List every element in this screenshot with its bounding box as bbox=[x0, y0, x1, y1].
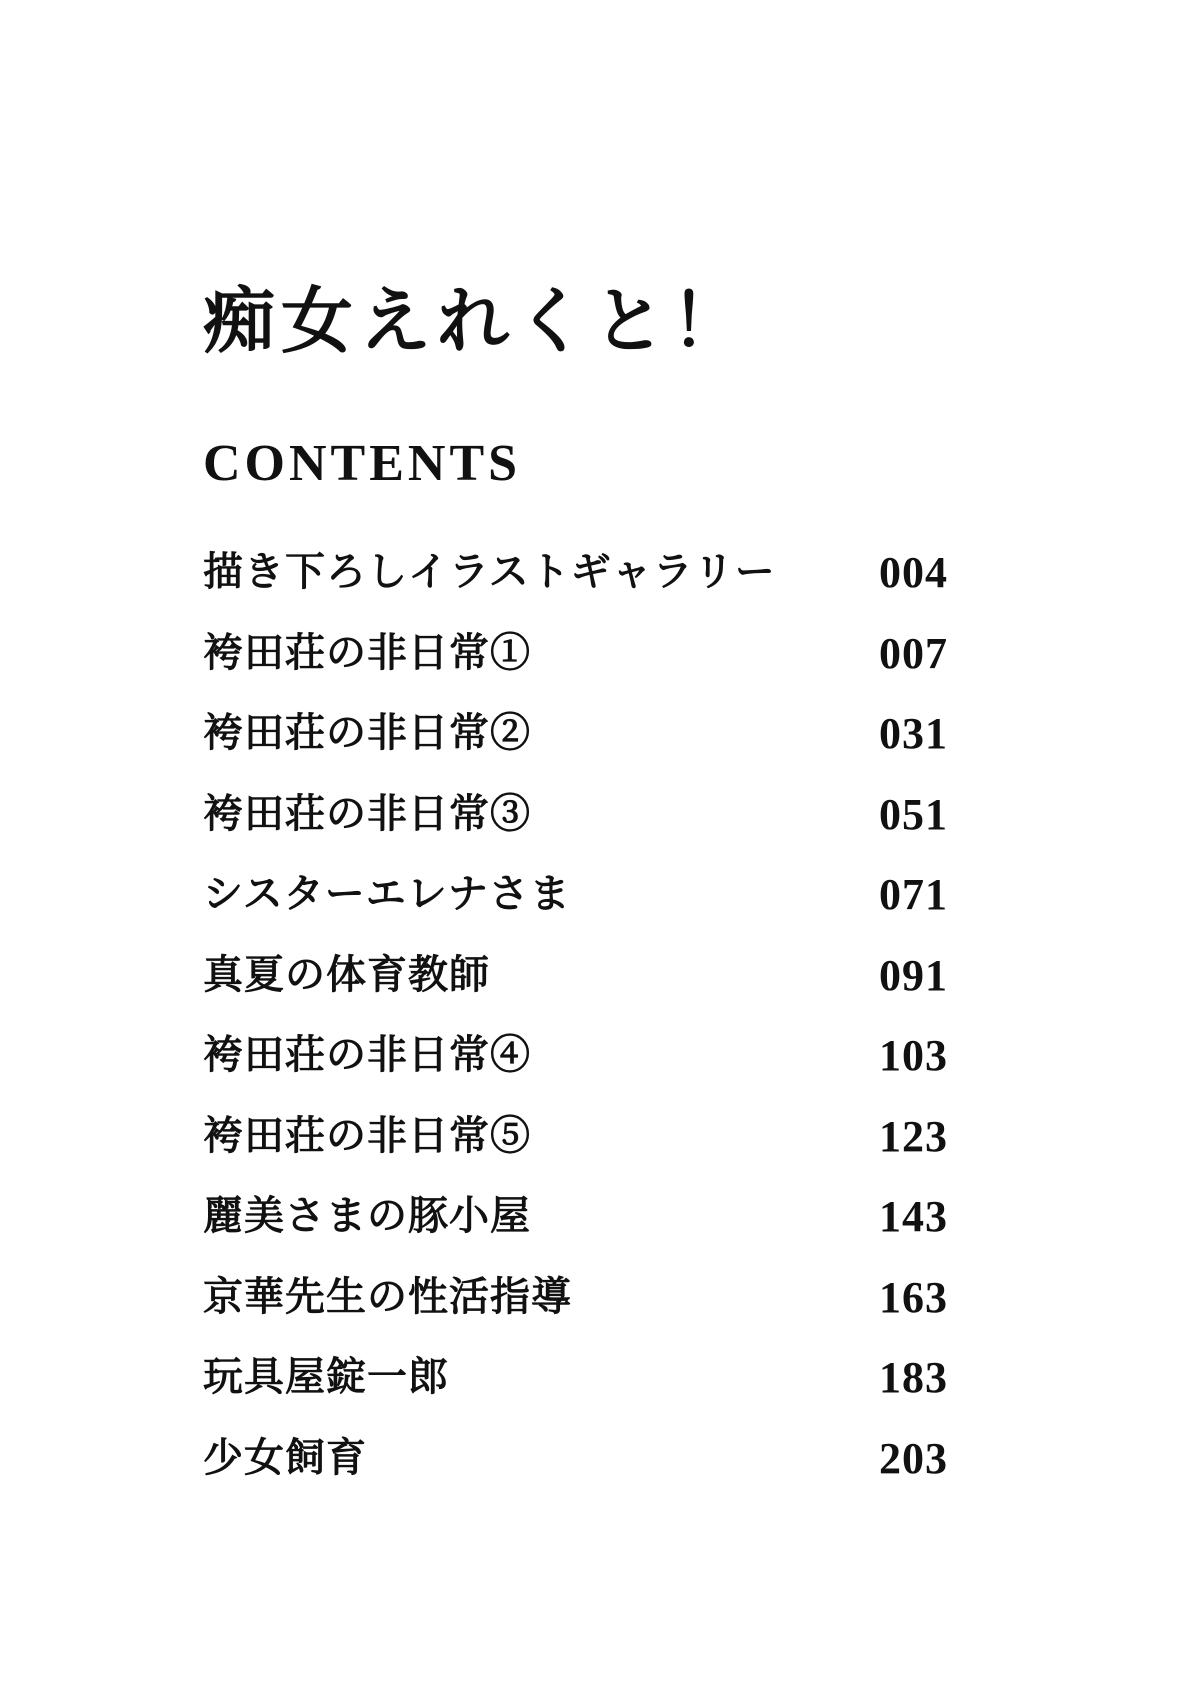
toc-entry bbox=[203, 628, 948, 712]
toc-entry-title: 少女飼育 bbox=[203, 1433, 367, 1481]
toc-entry bbox=[203, 872, 948, 953]
toc-entry bbox=[203, 1272, 948, 1356]
toc-entry-title: 袴田荘の非日常③ bbox=[203, 789, 531, 837]
toc-entry-title: 京華先生の性活指導 bbox=[203, 1272, 572, 1320]
toc-entry-page: 091 bbox=[879, 950, 948, 1000]
toc-entry-title: 玩具屋錠一郎 bbox=[203, 1353, 449, 1400]
toc-entry-title: 袴田荘の非日常① bbox=[203, 628, 531, 676]
toc-entry-page: 051 bbox=[879, 789, 948, 839]
toc-entry-title: 袴田荘の非日常④ bbox=[203, 1031, 531, 1078]
toc-entry-page: 071 bbox=[879, 870, 948, 919]
toc-entry-title: 袴田荘の非日常⑤ bbox=[203, 1111, 531, 1159]
table-of-contents bbox=[203, 550, 948, 1516]
toc-entry-title: 描き下ろしイラストギャラリー bbox=[203, 548, 776, 595]
toc-entry-title: シスターエレナさま bbox=[203, 870, 571, 917]
toc-entry bbox=[203, 1355, 948, 1436]
toc-entry bbox=[203, 550, 948, 631]
toc-entry-page: 004 bbox=[879, 548, 948, 597]
toc-entry-page: 007 bbox=[879, 628, 948, 678]
toc-entry-page: 203 bbox=[879, 1433, 948, 1483]
toc-entry-title: 麗美さまの豚小屋 bbox=[203, 1192, 531, 1239]
toc-entry bbox=[203, 1111, 948, 1195]
toc-entry bbox=[203, 789, 948, 873]
toc-entry-title: 真夏の体育教師 bbox=[203, 950, 490, 998]
toc-entry bbox=[203, 1194, 948, 1275]
toc-entry-page: 123 bbox=[879, 1111, 948, 1161]
book-title: 痴女えれくと！ bbox=[203, 278, 750, 363]
toc-entry bbox=[203, 1033, 948, 1114]
toc-entry-page: 183 bbox=[879, 1353, 948, 1402]
toc-entry-page: 103 bbox=[879, 1031, 948, 1080]
toc-entry-title: 袴田荘の非日常② bbox=[203, 709, 531, 756]
toc-entry-page: 031 bbox=[879, 709, 948, 758]
toc-entry-page: 163 bbox=[879, 1272, 948, 1322]
contents-heading: CONTENTS bbox=[203, 435, 522, 492]
toc-entry bbox=[203, 1433, 948, 1517]
toc-entry bbox=[203, 711, 948, 792]
toc-entry bbox=[203, 950, 948, 1034]
toc-entry-page: 143 bbox=[879, 1192, 948, 1241]
